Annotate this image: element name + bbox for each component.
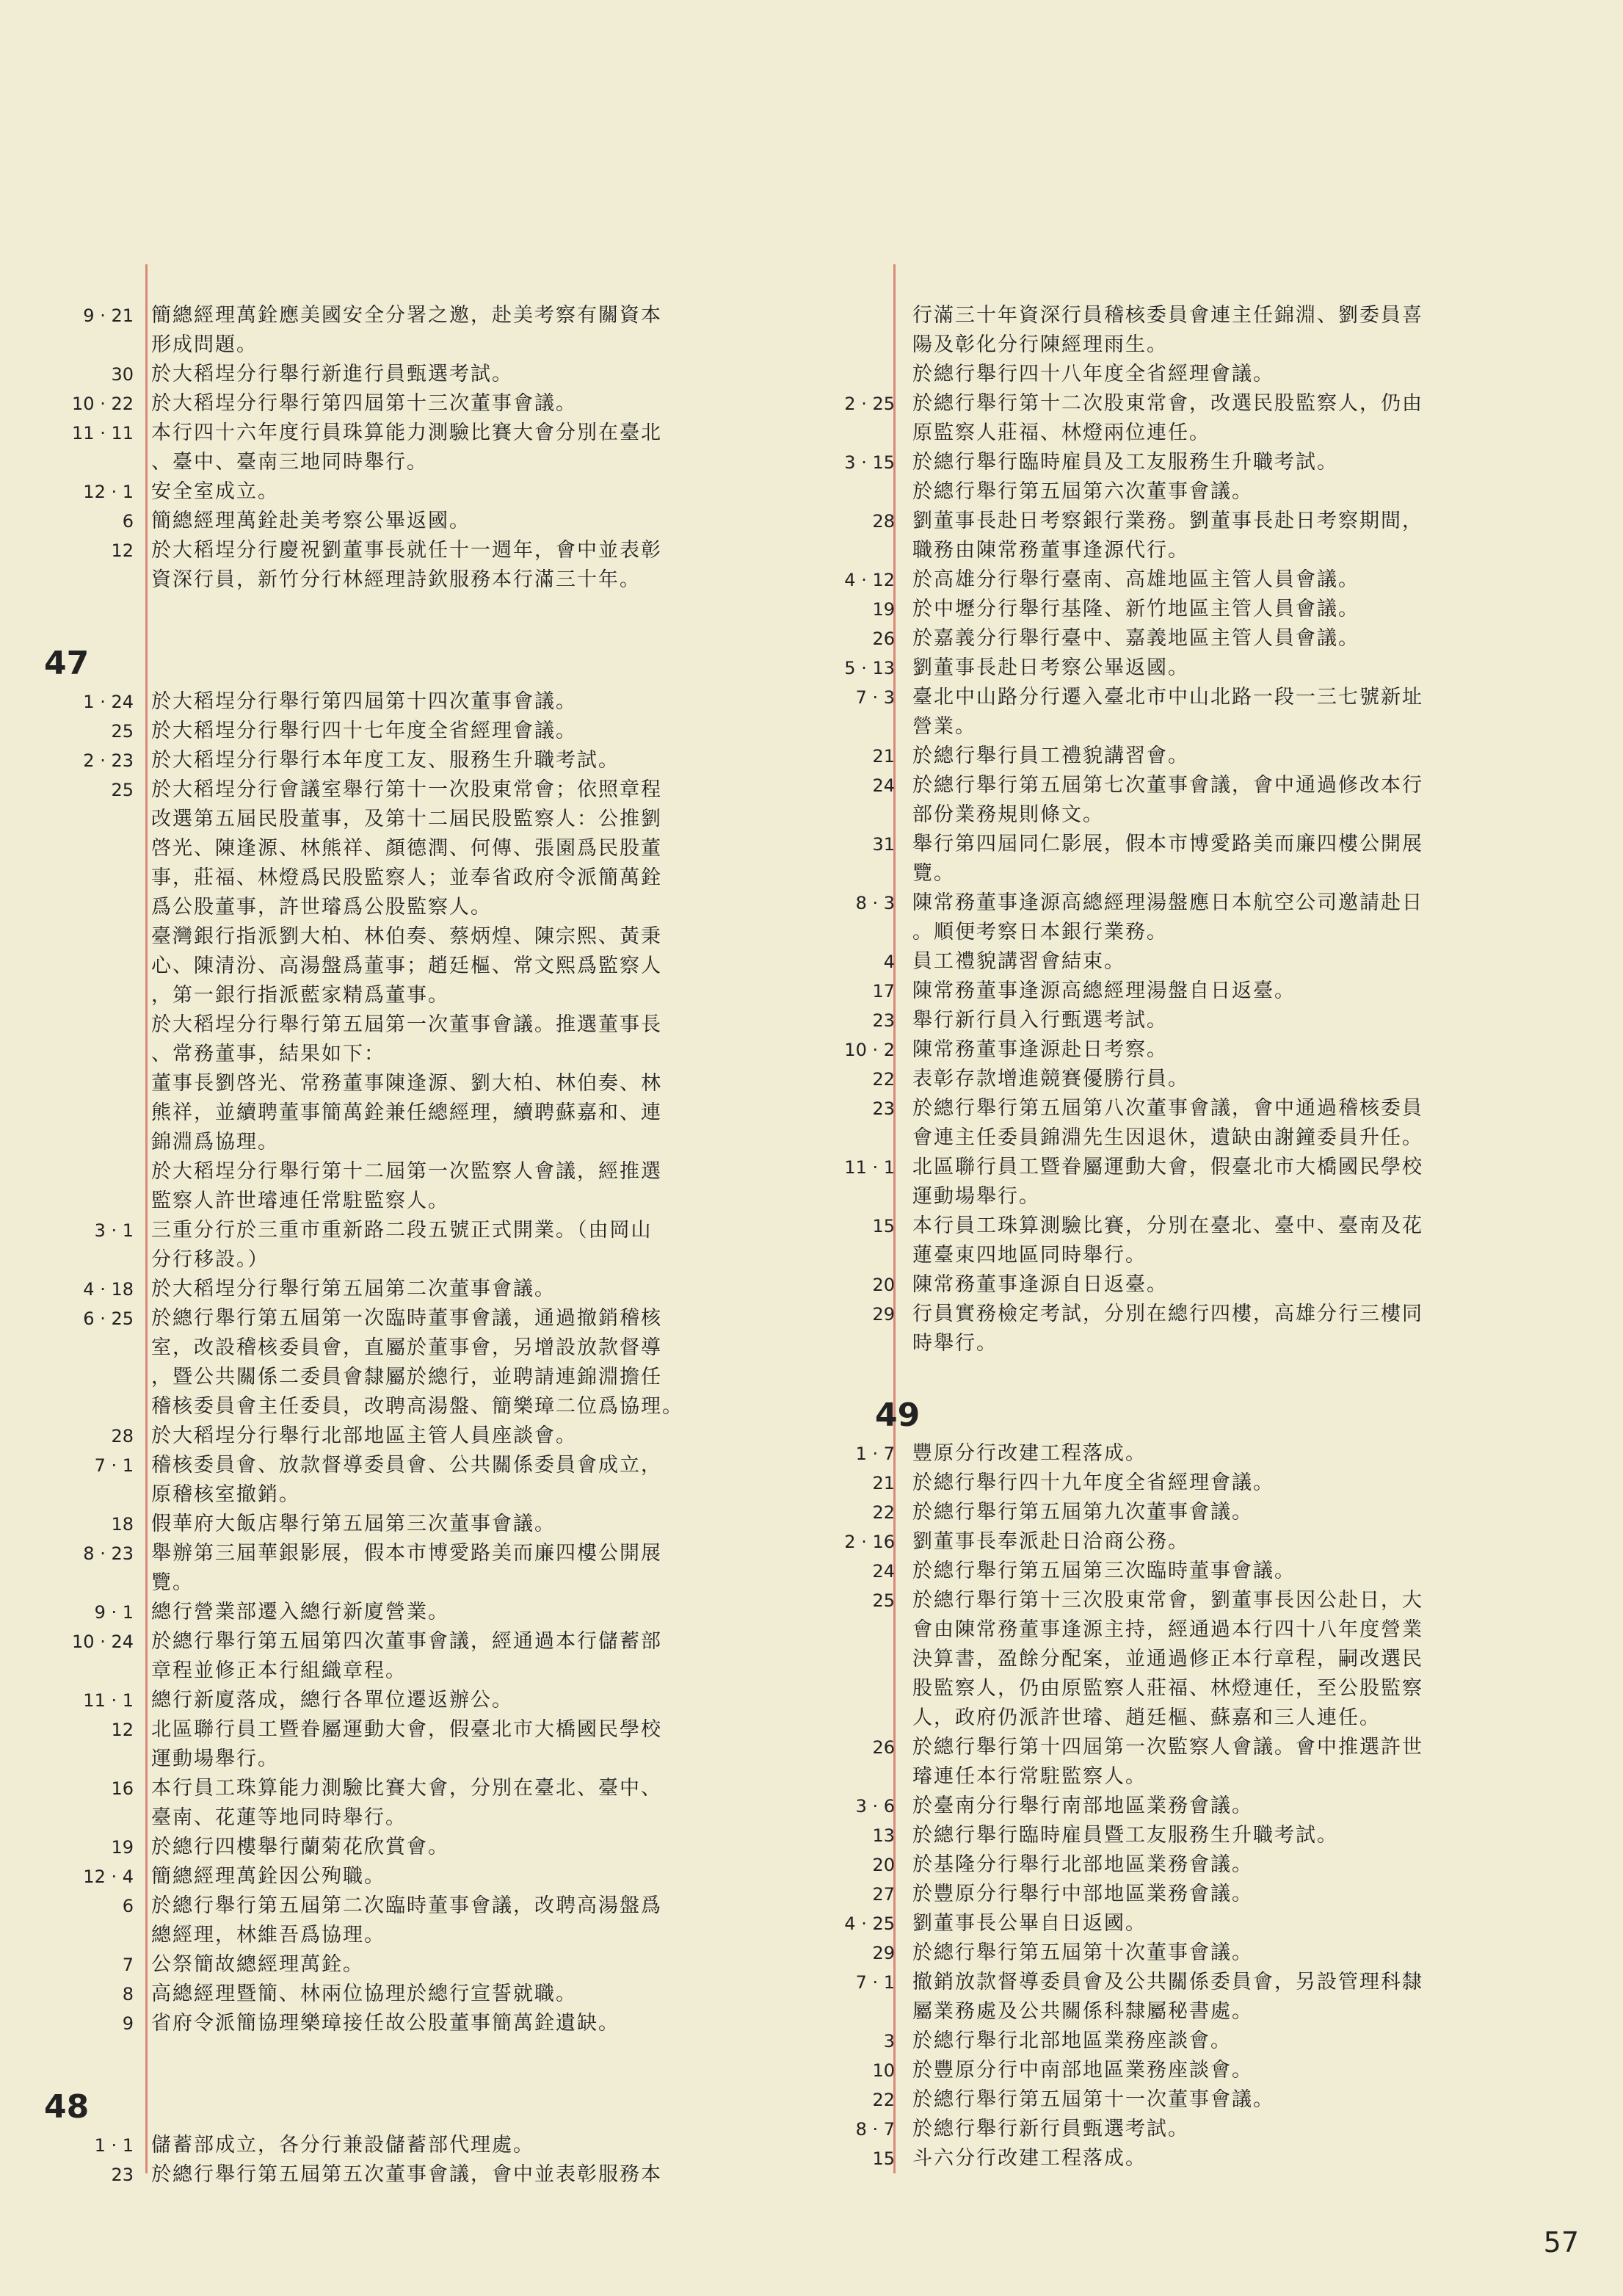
entry-text: 劉董事長赴日考察銀行業務。劉董事長赴日考察期間， 職務由陳常務董事逢源代行。 <box>912 510 1423 562</box>
entry-date: 7 · 3 <box>855 687 895 708</box>
entry-text: 簡總經理萬銓因公殉職。 <box>151 1865 385 1888</box>
entry-date: 9 · 1 <box>94 1602 134 1623</box>
year-heading: 48 <box>44 2088 90 2126</box>
entry-text: 於基隆分行舉行北部地區業務會議。 <box>912 1853 1253 1876</box>
chronology-entry <box>0 1627 807 1686</box>
entry-text: 於總行舉行第十三次股東常會，劉董事長因公赴日，大 會由陳常務董事逢源主持，經通過本行四十八年度營業 決算書，盈餘分配案，並通過修正本行章程，嗣改選民 股監察人，仍由原監察人莊福、林燈連任，至公股監察 人，政府仍派許世璿、趙廷樞、蘇嘉和三人連任。 <box>912 1589 1423 1729</box>
entry-date: 23 <box>872 1010 895 1031</box>
entry-date: 3 · 1 <box>94 1220 134 1241</box>
entry-text: 本行員工珠算能力測驗比賽大會，分別在臺北、臺中、 臺南、花蓮等地同時舉行。 <box>151 1777 662 1829</box>
entry-text: 於大稻埕分行舉行第五屆第二次董事會議。 <box>151 1278 556 1300</box>
entry-text: 於總行舉行四十八年度全省經理會議。 <box>912 363 1274 385</box>
entry-text: 儲蓄部成立，各分行兼設儲蓄部代理處。 <box>151 2134 534 2156</box>
entry-date: 1 · 7 <box>855 1444 895 1464</box>
chronology-entry <box>807 1439 1623 1469</box>
chronology-entry <box>807 771 1623 830</box>
entry-text: 於總行四樓舉行蘭菊花欣賞會。 <box>151 1836 449 1858</box>
entry-date: 23 <box>872 1098 895 1119</box>
page-number: 57 <box>1543 2226 1579 2259</box>
entry-date: 30 <box>111 364 134 385</box>
entry-date: 4 · 18 <box>83 1279 134 1300</box>
entry-date: 26 <box>872 1737 895 1758</box>
entry-text: 於豐原分行舉行中部地區業務會議。 <box>912 1883 1253 1905</box>
entry-text: 於總行舉行新行員甄選考試。 <box>912 2118 1189 2140</box>
chronology-entry <box>807 1968 1623 2027</box>
entry-text: 舉辦第三屆華銀影展，假本市博愛路美而廉四樓公開展 覽。 <box>151 1542 662 1594</box>
entry-text: 北區聯行員工暨眷屬運動大會，假臺北市大橋國民學校 運動場舉行。 <box>912 1156 1423 1208</box>
chronology-entry <box>807 2115 1623 2144</box>
chronology-entry <box>807 1557 1623 1586</box>
entry-date: 12 · 1 <box>83 482 134 502</box>
chronology-entry <box>807 1850 1623 1880</box>
entry-text: 於總行舉行第五屆第一次臨時董事會議，通過撤銷稽核 室，改設稽核委員會，直屬於董事會，另增設放款督導 ，暨公共關係二委員會隸屬於總行，並聘請連錦淵擔任 稽核委員會主任委員，改聘高湯盤、簡樂璋二位爲協理。 <box>151 1307 683 1418</box>
entry-date: 22 <box>872 1502 895 1523</box>
entry-date: 25 <box>111 721 134 742</box>
chronology-entry <box>807 2085 1623 2115</box>
chronology-entry <box>807 507 1623 565</box>
entry-date: 24 <box>872 1561 895 1582</box>
entry-text: 公祭簡故總經理萬銓。 <box>151 1953 364 1976</box>
entry-date: 13 <box>872 1825 895 1846</box>
right-column <box>807 301 1623 2173</box>
entry-text: 於總行舉行第五屆第八次董事會議，會中通過稽核委員 會連主任委員錦淵先生因退休，遺缺由謝鐘委員升任。 <box>912 1097 1423 1149</box>
entry-date: 4 <box>883 952 895 972</box>
chronology-entry <box>807 477 1623 507</box>
entry-date: 4 · 12 <box>844 570 895 590</box>
entry-date: 29 <box>872 1943 895 1963</box>
entry-date: 3 · 15 <box>844 452 895 473</box>
entry-text: 本行員工珠算測驗比賽，分別在臺北、臺中、臺南及花 蓮臺東四地區同時舉行。 <box>912 1214 1423 1267</box>
entry-date: 10 · 24 <box>72 1632 134 1652</box>
entry-text: 三重分行於三重市重新路二段五號正式開業。（由岡山 分行移設。） <box>151 1219 653 1271</box>
entry-text: 撤銷放款督導委員會及公共關係委員會，另設管理科隸 屬業務處及公共關係科隸屬秘書處。 <box>912 1971 1423 2023</box>
entry-text: 於大稻埕分行舉行第十二屆第一次監察人會議，經推選 監察人許世璿連任常駐監察人。 <box>151 1160 662 1212</box>
entry-date: 7 <box>122 1955 134 1975</box>
chronology-entry <box>807 360 1623 389</box>
entry-text: 於總行舉行第五屆第十次董事會議。 <box>912 1941 1253 1964</box>
entry-text: 於大稻埕分行舉行第五屆第一次董事會議。推選董事長 、常務董事，結果如下： 董事長劉啓光、常務董事陳逢源、劉大柏、林伯奏、林 熊祥，並續聘董事簡萬銓兼任總經理，續聘蘇嘉和、連 錦淵爲協理。 <box>151 1013 662 1154</box>
chronology-entry <box>807 947 1623 977</box>
entry-date: 3 <box>883 2031 895 2051</box>
entry-text: 於總行舉行第五屆第四次董事會議，經通過本行儲蓄部 章程並修正本行組織章程。 <box>151 1630 662 1682</box>
entry-text: 於臺南分行舉行南部地區業務會議。 <box>912 1795 1253 1817</box>
chronology-entry <box>807 565 1623 595</box>
entry-text: 稽核委員會、放款督導委員會、公共關係委員會成立， 原稽核室撤銷。 <box>151 1454 662 1506</box>
chronology-entry <box>807 1300 1623 1358</box>
year-heading: 49 <box>875 1397 921 1434</box>
entry-date: 23 <box>111 2165 134 2185</box>
entry-text: 安全室成立。 <box>151 480 279 503</box>
entry-text: 於高雄分行舉行臺南、高雄地區主管人員會議。 <box>912 568 1359 591</box>
entry-text: 臺北中山路分行遷入臺北市中山北路一段一三七號新址 營業。 <box>912 686 1423 738</box>
entry-text: 行員實務檢定考試，分別在總行四樓，高雄分行三樓同 時舉行。 <box>912 1303 1423 1355</box>
chronology-entry <box>807 448 1623 477</box>
entry-date: 9 <box>122 2013 134 2034</box>
chronology-entry <box>0 477 807 507</box>
chronology-entry <box>807 1821 1623 1850</box>
entry-text: 於總行舉行第五屆第五次董事會議，會中並表彰服務本 <box>151 2163 662 2186</box>
entry-text: 行滿三十年資深行員稽核委員會連主任錦淵、劉委員喜 陽及彰化分行陳經理雨生。 <box>912 304 1423 356</box>
entry-text: 於大稻埕分行慶祝劉董事長就任十一週年，會中並表彰 資深行員，新竹分行林經理詩欽服務本行滿三十年。 <box>151 539 662 591</box>
entry-date: 8 · 23 <box>83 1543 134 1564</box>
entry-date: 26 <box>872 629 895 649</box>
entry-text: 於總行舉行第五屆第三次臨時董事會議。 <box>912 1560 1296 1582</box>
chronology-entry <box>807 1094 1623 1153</box>
entry-text: 劉董事長赴日考察公畢返國。 <box>912 656 1189 679</box>
chronology-entry <box>807 1909 1623 1938</box>
entry-date: 7 · 1 <box>855 1972 895 1993</box>
entry-text: 舉行第四屆同仁影展，假本市博愛路美而廉四樓公開展 覽。 <box>912 833 1423 885</box>
chronology-entry <box>807 624 1623 653</box>
entry-date: 10 · 22 <box>72 394 134 414</box>
entry-text: 於總行舉行第五屆第六次董事會議。 <box>912 480 1253 503</box>
entry-text: 於總行舉行臨時雇員暨工友服務生升職考試。 <box>912 1824 1338 1847</box>
chronology-entry <box>807 1469 1623 1498</box>
entry-text: 簡總經理萬銓應美國安全分署之邀，赴美考察有關資本 形成問題。 <box>151 304 662 356</box>
entry-date: 19 <box>872 599 895 620</box>
chronology-entry <box>807 1006 1623 1035</box>
entry-date: 9 · 21 <box>83 305 134 326</box>
entry-date: 12 <box>111 540 134 561</box>
chronology-entry <box>807 1527 1623 1557</box>
chronology-entry <box>807 1792 1623 1821</box>
entry-text: 總行新廈落成，總行各單位遷返辦公。 <box>151 1689 513 1712</box>
chronology-entry <box>0 360 807 389</box>
chronology-entry <box>807 653 1623 683</box>
entry-date: 11 · 1 <box>83 1690 134 1711</box>
entry-date: 28 <box>111 1426 134 1446</box>
chronology-entry <box>807 830 1623 888</box>
entry-text: 於總行舉行北部地區業務座談會。 <box>912 2029 1232 2052</box>
entry-text: 斗六分行改建工程落成。 <box>912 2147 1147 2170</box>
entry-date: 10 <box>872 2060 895 2081</box>
entry-date: 15 <box>872 2148 895 2169</box>
chronology-entry <box>0 301 807 360</box>
entry-date: 25 <box>111 780 134 800</box>
chronology-entry <box>807 1153 1623 1212</box>
entry-date: 20 <box>872 1275 895 1295</box>
chronology-entry <box>807 389 1623 448</box>
chronology-entry <box>807 1035 1623 1065</box>
entry-date: 20 <box>872 1855 895 1875</box>
chronology-entry <box>807 2056 1623 2085</box>
chronology-entry <box>807 977 1623 1006</box>
entry-text: 於大稻埕分行舉行第四屆第十三次董事會議。 <box>151 392 577 415</box>
chronology-entry <box>807 1733 1623 1792</box>
entry-text: 假華府大飯店舉行第五屆第三次董事會議。 <box>151 1513 556 1535</box>
entry-text: 於大稻埕分行舉行本年度工友、服務生升職考試。 <box>151 749 620 772</box>
entry-text: 陳常務董事逢源高總經理湯盤應日本航空公司邀請赴日 。順便考察日本銀行業務。 <box>912 891 1423 944</box>
entry-date: 5 · 13 <box>844 658 895 678</box>
entry-date: 19 <box>111 1837 134 1858</box>
entry-date: 28 <box>872 511 895 532</box>
entry-date: 6 · 25 <box>83 1308 134 1329</box>
entry-date: 16 <box>111 1778 134 1799</box>
entry-text: 於總行舉行四十九年度全省經理會議。 <box>912 1471 1274 1494</box>
entry-text: 於大稻埕分行舉行第四屆第十四次董事會議。 <box>151 690 577 713</box>
entry-text: 於豐原分行中南部地區業務座談會。 <box>912 2059 1253 2082</box>
chronology-entry <box>807 1270 1623 1300</box>
entry-text: 陳常務董事逢源高總經理湯盤自日返臺。 <box>912 979 1296 1002</box>
entry-date: 7 · 1 <box>94 1455 134 1476</box>
entry-text: 於總行舉行第五屆第七次董事會議，會中通過修改本行 部份業務規則條文。 <box>912 774 1423 826</box>
entry-date: 8 · 3 <box>855 893 895 913</box>
entry-date: 15 <box>872 1216 895 1236</box>
chronology-entry <box>807 1212 1623 1270</box>
chronology-entry <box>0 1686 807 1715</box>
entry-date: 18 <box>111 1514 134 1535</box>
chronology-entry <box>807 683 1623 742</box>
entry-date: 11 · 1 <box>844 1157 895 1178</box>
entry-text: 劉董事長公畢自日返國。 <box>912 1912 1147 1935</box>
entry-date: 31 <box>872 834 895 855</box>
entry-text: 高總經理暨簡、林兩位協理於總行宣誓就職。 <box>151 1982 577 2005</box>
entry-date: 6 <box>122 1896 134 1916</box>
entry-date: 25 <box>872 1590 895 1611</box>
entry-text: 臺灣銀行指派劉大柏、林伯奏、蔡炳煌、陳宗熙、黃秉 心、陳清汾、高湯盤爲董事；趙廷樞、常文熙爲監察人 ，第一銀行指派藍家精爲董事。 <box>151 925 662 1007</box>
entry-text: 於嘉義分行舉行臺中、嘉義地區主管人員會議。 <box>912 627 1359 650</box>
chronology-entry <box>807 1586 1623 1733</box>
entry-date: 21 <box>872 746 895 767</box>
chronology-entry <box>807 1880 1623 1909</box>
entry-text: 陳常務董事逢源自日返臺。 <box>912 1273 1168 1296</box>
entry-text: 於中壢分行舉行基隆、新竹地區主管人員會議。 <box>912 598 1359 620</box>
entry-date: 2 · 23 <box>83 750 134 771</box>
entry-text: 省府令派簡協理樂璋接任故公股董事簡萬銓遺缺。 <box>151 2012 620 2035</box>
entry-date: 22 <box>872 1069 895 1090</box>
entry-text: 於總行舉行第十二次股東常會，改選民股監察人，仍由 原監察人莊福、林燈兩位連任。 <box>912 392 1423 444</box>
entry-date: 6 <box>122 511 134 532</box>
chronology-entry <box>807 2027 1623 2056</box>
entry-text: 於總行舉行第五屆第十一次董事會議。 <box>912 2088 1274 2111</box>
chronology-entry <box>807 595 1623 624</box>
chronology-entry <box>807 1065 1623 1094</box>
chronology-entry <box>807 2144 1623 2173</box>
entry-text: 表彰存款增進競賽優勝行員。 <box>912 1068 1189 1090</box>
entry-date: 21 <box>872 1473 895 1493</box>
entry-text: 舉行新行員入行甄選考試。 <box>912 1009 1168 1032</box>
chronology-entry <box>807 1938 1623 1968</box>
entry-date: 11 · 11 <box>72 423 134 443</box>
entry-text: 劉董事長奉派赴日洽商公務。 <box>912 1530 1189 1553</box>
entry-text: 總行營業部遷入總行新廈營業。 <box>151 1601 449 1623</box>
entry-date: 1 · 1 <box>94 2135 134 2156</box>
entry-text: 於總行舉行第五屆第二次臨時董事會議，改聘高湯盤爲 總經理，林維吾爲協理。 <box>151 1894 662 1946</box>
chronology-entry <box>807 1498 1623 1527</box>
entry-date: 8 <box>122 1984 134 2005</box>
entry-date: 22 <box>872 2090 895 2110</box>
entry-date: 12 · 4 <box>83 1866 134 1887</box>
chronology-entry <box>807 301 1623 360</box>
entry-text: 豐原分行改建工程落成。 <box>912 1442 1147 1465</box>
entry-text: 於大稻埕分行舉行北部地區主管人員座談會。 <box>151 1424 577 1447</box>
entry-date: 17 <box>872 981 895 1002</box>
entry-text: 於大稻埕分行舉行新進行員甄選考試。 <box>151 363 513 385</box>
entry-date: 2 · 25 <box>844 394 895 414</box>
chronology-entry <box>807 742 1623 771</box>
entry-date: 1 · 24 <box>83 692 134 712</box>
entry-text: 本行四十六年度行員珠算能力測驗比賽大會分別在臺北 、臺中、臺南三地同時舉行。 <box>151 421 662 474</box>
entry-text: 於大稻埕分行舉行四十七年度全省經理會議。 <box>151 720 577 742</box>
entry-date: 29 <box>872 1304 895 1325</box>
entry-date: 3 · 6 <box>855 1796 895 1817</box>
entry-text: 於總行舉行員工禮貌講習會。 <box>912 745 1189 767</box>
entry-date: 2 · 16 <box>844 1532 895 1552</box>
entry-date: 8 · 7 <box>855 2119 895 2140</box>
entry-text: 於大稻埕分行會議室舉行第十一次股東常會；依照章程 改選第五屆民股董事，及第十二屆民股監察人：公推劉 啓光、陳逢源、林熊祥、顏德潤、何傳、張園爲民股董 事，莊福、林燈爲民股監察人；並奉省政府令派簡萬銓 爲公股董事，許世璿爲公股監察人。 <box>151 778 662 919</box>
chronology-entry <box>807 888 1623 947</box>
entry-text: 於總行舉行臨時雇員及工友服務生升職考試。 <box>912 451 1338 474</box>
entry-date: 12 <box>111 1720 134 1740</box>
entry-date: 10 · 2 <box>844 1040 895 1060</box>
entry-text: 員工禮貌講習會結束。 <box>912 950 1125 973</box>
entry-date: 24 <box>872 775 895 796</box>
entry-date: 27 <box>872 1884 895 1905</box>
entry-text: 於總行舉行第十四屆第一次監察人會議。會中推選許世 璿連任本行常駐監察人。 <box>912 1736 1423 1788</box>
entry-text: 陳常務董事逢源赴日考察。 <box>912 1038 1168 1061</box>
entry-text: 於總行舉行第五屆第九次董事會議。 <box>912 1501 1253 1524</box>
entry-date: 4 · 25 <box>844 1913 895 1934</box>
entry-text: 北區聯行員工暨眷屬運動大會，假臺北市大橋國民學校 運動場舉行。 <box>151 1718 662 1770</box>
year-heading: 47 <box>44 645 90 682</box>
entry-text: 簡總經理萬銓赴美考察公畢返國。 <box>151 510 471 532</box>
